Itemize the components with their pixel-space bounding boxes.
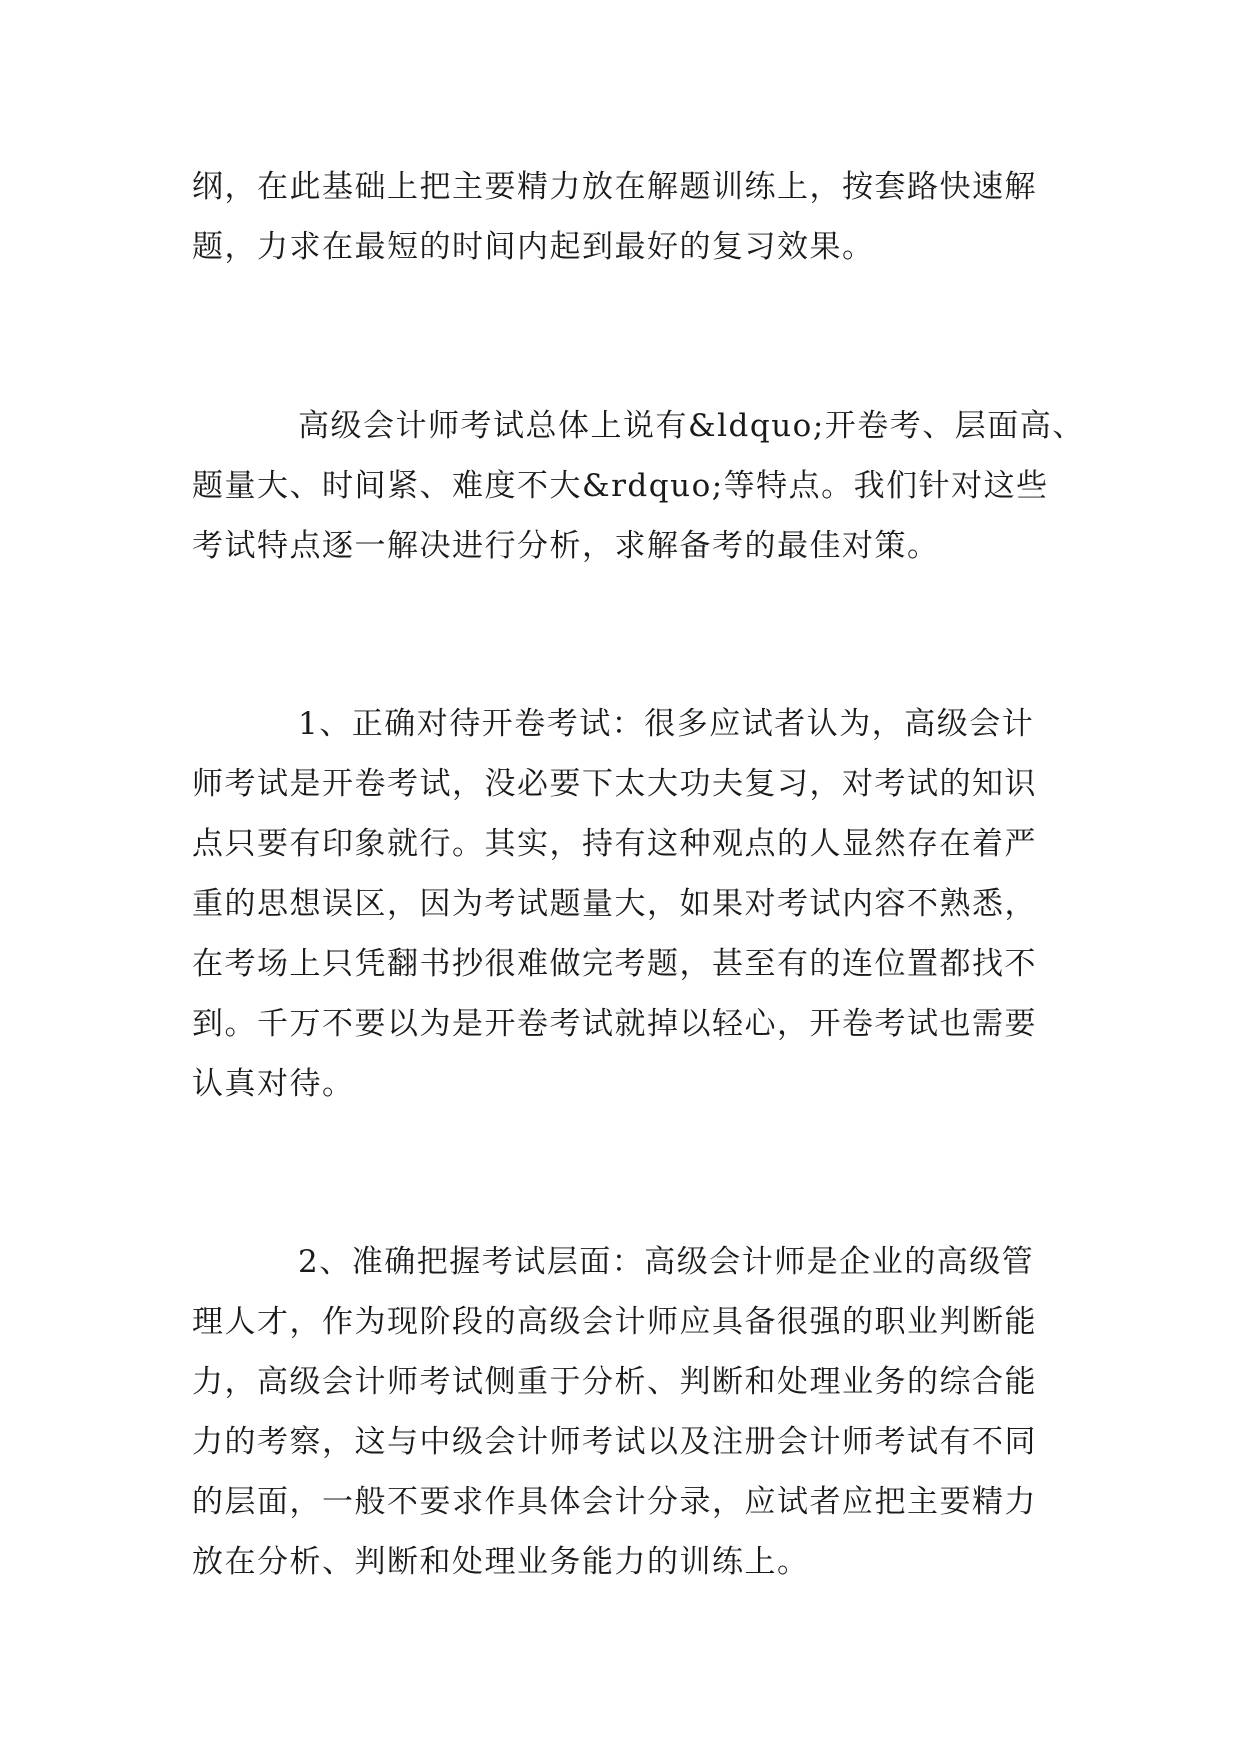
text-line: 认真对待。 bbox=[192, 1066, 355, 1102]
text-line: 题量大、时间紧、难度不大&rdquo;等特点。我们针对这些 bbox=[192, 468, 1049, 504]
paragraph-continuation bbox=[192, 157, 1052, 277]
text-line: 理人才，作为现阶段的高级会计师应具备很强的职业判断能 bbox=[192, 1304, 1037, 1340]
text-line: 师考试是开卷考试，没必要下太大功夫复习，对考试的知识 bbox=[192, 766, 1037, 802]
text-line: 在考场上只凭翻书抄很难做完考题，甚至有的连位置都找不 bbox=[192, 946, 1037, 982]
text-line: 点只要有印象就行。其实，持有这种观点的人显然存在着严 bbox=[192, 826, 1037, 862]
paragraph-point-1 bbox=[192, 694, 1052, 1114]
text-line: 2、准确把握考试层面：高级会计师是企业的高级管 bbox=[298, 1244, 1035, 1280]
paragraph-point-2 bbox=[192, 1232, 1052, 1592]
text-line: 题，力求在最短的时间内起到最好的复习效果。 bbox=[192, 229, 875, 265]
text-line: 纲，在此基础上把主要精力放在解题训练上，按套路快速解 bbox=[192, 169, 1037, 205]
text-line: 力，高级会计师考试侧重于分析、判断和处理业务的综合能 bbox=[192, 1364, 1037, 1400]
text-line: 重的思想误区，因为考试题量大，如果对考试内容不熟悉， bbox=[192, 886, 1037, 922]
text-line: 到。千万不要以为是开卷考试就掉以轻心，开卷考试也需要 bbox=[192, 1006, 1037, 1042]
text-line: 考试特点逐一解决进行分析，求解备考的最佳对策。 bbox=[192, 528, 940, 564]
text-line: 1、正确对待开卷考试：很多应试者认为，高级会计 bbox=[298, 706, 1035, 742]
text-line: 的层面，一般不要求作具体会计分录，应试者应把主要精力 bbox=[192, 1484, 1037, 1520]
text-line: 高级会计师考试总体上说有&ldquo;开卷考、层面高、 bbox=[298, 408, 1085, 444]
text-line: 放在分析、判断和处理业务能力的训练上。 bbox=[192, 1544, 810, 1580]
text-line: 力的考察，这与中级会计师考试以及注册会计师考试有不同 bbox=[192, 1424, 1037, 1460]
paragraph-exam-overview bbox=[192, 396, 1085, 576]
